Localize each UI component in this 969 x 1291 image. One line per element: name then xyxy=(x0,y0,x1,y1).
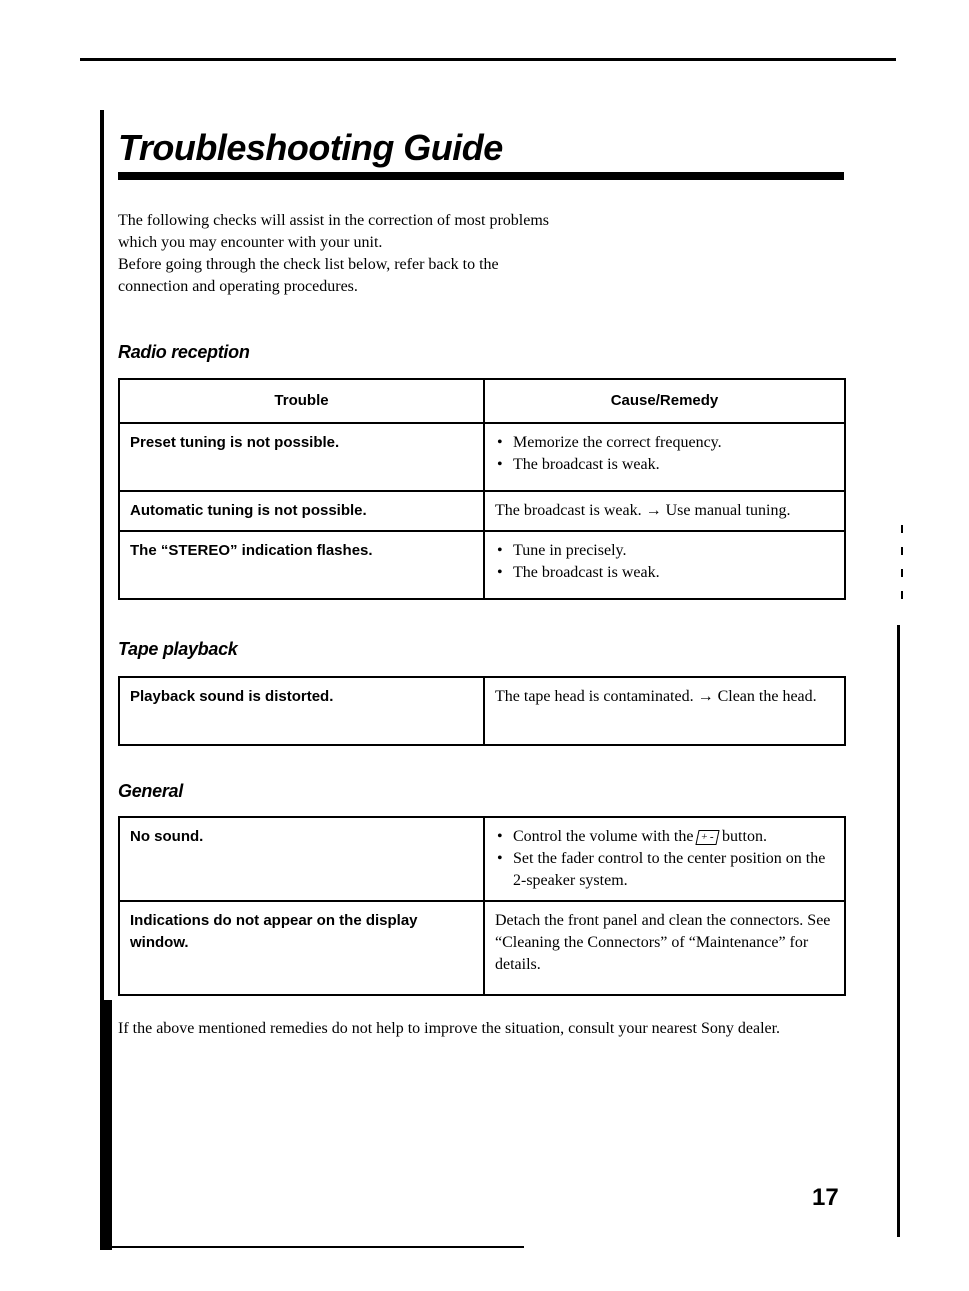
cause-remedy-column-header: Cause/Remedy xyxy=(484,379,845,423)
page-number: 17 xyxy=(812,1184,839,1211)
remedy-text: button. xyxy=(722,828,767,845)
general-table xyxy=(118,816,846,996)
trouble-cell: No sound. xyxy=(119,817,484,901)
trouble-cell: Automatic tuning is not possible. xyxy=(119,491,484,531)
remedy-cell: The tape head is contaminated. → Clean the head. xyxy=(484,677,845,745)
section-title-general: General xyxy=(118,781,183,801)
closing-note: If the above mentioned remedies do not help to improve the situation, consult your nearest Sony dealer. xyxy=(118,1020,781,1037)
tape-playback-table xyxy=(118,676,846,746)
remedy-list xyxy=(495,826,834,892)
remedy-bullet: • The broadcast is weak. xyxy=(495,454,834,476)
volume-button-icon: + - xyxy=(696,830,720,845)
trouble-cell: Indications do not appear on the display window. xyxy=(119,901,484,995)
right-edge-rule xyxy=(897,625,900,1237)
page-title: Troubleshooting Guide xyxy=(118,127,503,168)
remedy-cell xyxy=(484,817,845,901)
table-row xyxy=(119,423,845,491)
remedy-list xyxy=(495,540,834,584)
bottom-rule xyxy=(104,1246,524,1248)
table-row xyxy=(119,677,845,745)
remedy-bullet: • Tune in precisely. xyxy=(495,540,834,562)
remedy-text: Control the volume with the xyxy=(513,828,694,845)
remedy-list xyxy=(495,432,834,476)
intro-line: The following checks will assist in the correction of most problems xyxy=(118,212,550,229)
intro-line: connection and operating procedures. xyxy=(118,278,358,295)
remedy-bullet: • Memorize the correct frequency. xyxy=(495,432,834,454)
radio-reception-table xyxy=(118,378,846,600)
intro-text xyxy=(118,210,678,298)
remedy-cell xyxy=(484,423,845,491)
section-title-radio-reception: Radio reception xyxy=(118,342,250,362)
trouble-cell: The “STEREO” indication flashes. xyxy=(119,531,484,599)
remedy-bullet: • Set the fader control to the center position on the 2-speaker system. xyxy=(495,848,834,892)
top-rule xyxy=(80,58,896,61)
title-underline-bar xyxy=(118,172,844,180)
remedy-cell xyxy=(484,531,845,599)
section-title-tape-playback: Tape playback xyxy=(118,639,238,659)
left-edge-bleed xyxy=(100,1000,112,1250)
right-edge-ticks xyxy=(901,525,903,605)
table-row xyxy=(119,817,845,901)
intro-line: Before going through the check list below, refer back to the xyxy=(118,256,499,273)
trouble-cell: Playback sound is distorted. xyxy=(119,677,484,745)
trouble-cell: Preset tuning is not possible. xyxy=(119,423,484,491)
table-row xyxy=(119,491,845,531)
table-header-row xyxy=(119,379,845,423)
intro-line: which you may encounter with your unit. xyxy=(118,234,383,251)
table-row xyxy=(119,901,845,995)
remedy-bullet: • The broadcast is weak. xyxy=(495,562,834,584)
remedy-bullet xyxy=(495,826,834,848)
trouble-column-header: Trouble xyxy=(119,379,484,423)
table-row xyxy=(119,531,845,599)
remedy-cell: Detach the front panel and clean the connectors. See “Cleaning the Connectors” of “Maintenance” for details. xyxy=(484,901,845,995)
remedy-cell: The broadcast is weak. → Use manual tuning. xyxy=(484,491,845,531)
